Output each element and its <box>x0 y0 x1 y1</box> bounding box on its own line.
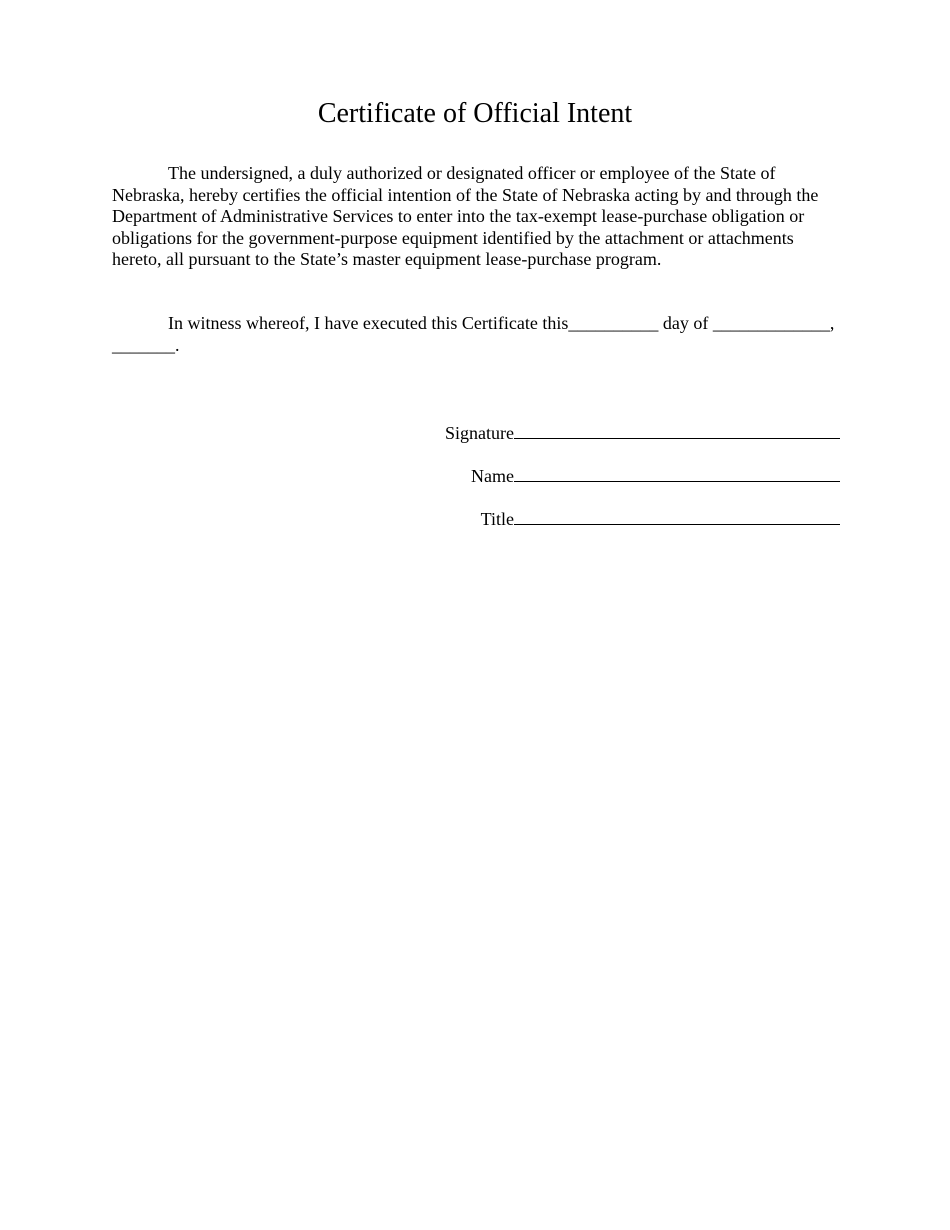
title-line <box>481 506 840 530</box>
name-blank[interactable] <box>514 463 840 482</box>
document-title: Certificate of Official Intent <box>317 98 633 129</box>
title-blank[interactable] <box>514 506 840 525</box>
intent-paragraph: The undersigned, a duly authorized or designated officer or employee of the State of Nebraska, hereby certifies the official intention of the State of Nebraska acting by and through the Department of Administrative Services to enter into the tax-exempt lease-purchase obligation or obligations for the government-purpose equipment identified by the attachment or attachments hereto, all pursuant to the State’s master equipment lease-purchase program. <box>112 163 819 269</box>
name-line <box>471 463 840 487</box>
witness-paragraph: In witness whereof, I have executed this Certificate this__________ day of _____________, _______. <box>112 313 835 355</box>
signature-label: Signature <box>445 423 514 443</box>
signature-blank[interactable] <box>514 420 840 439</box>
signature-line <box>445 420 840 444</box>
title-label: Title <box>480 509 514 529</box>
name-label: Name <box>471 466 514 486</box>
